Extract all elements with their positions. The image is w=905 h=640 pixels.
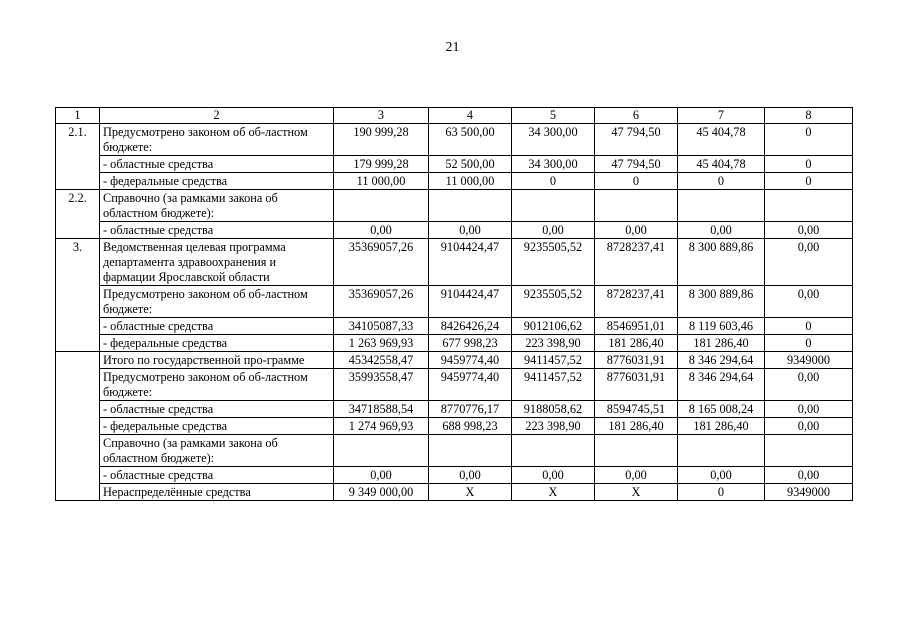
value-cell — [595, 190, 678, 222]
value-cell: 47 794,50 — [595, 124, 678, 156]
row-label: Предусмотрено законом об об-ластном бюджете: — [100, 124, 334, 156]
value-cell: 9 349 000,00 — [334, 484, 429, 501]
value-cell: 0,00 — [429, 222, 512, 239]
row-label: Предусмотрено законом об об-ластном бюджете: — [100, 286, 334, 318]
page-number: 21 — [445, 40, 460, 55]
value-cell: 35369057,26 — [334, 286, 429, 318]
value-cell: 0,00 — [765, 418, 853, 435]
value-cell: 8 346 294,64 — [678, 369, 765, 401]
value-cell: 0 — [765, 124, 853, 156]
value-cell: 8776031,91 — [595, 369, 678, 401]
row-label: - федеральные средства — [100, 173, 334, 190]
value-cell: 0,00 — [765, 286, 853, 318]
value-cell: 0,00 — [765, 401, 853, 418]
row-label: Ведомственная целевая программа департамента здравоохранения и фармации Ярославской области — [100, 239, 334, 286]
value-cell: Х — [512, 484, 595, 501]
value-cell: 0,00 — [678, 222, 765, 239]
value-cell: 9349000 — [765, 352, 853, 369]
value-cell — [765, 190, 853, 222]
value-cell: Х — [429, 484, 512, 501]
value-cell: 11 000,00 — [334, 173, 429, 190]
value-cell: 0,00 — [595, 467, 678, 484]
header-row — [56, 108, 853, 124]
row-label: Итого по государственной про-грамме — [100, 352, 334, 369]
table-row — [56, 156, 853, 173]
table-row — [56, 239, 853, 286]
header-cell: 3 — [334, 108, 429, 124]
value-cell: 0,00 — [765, 369, 853, 401]
value-cell: 0 — [595, 173, 678, 190]
row-label: - областные средства — [100, 467, 334, 484]
value-cell: 8 119 603,46 — [678, 318, 765, 335]
value-cell: 0 — [678, 173, 765, 190]
value-cell: 35993558,47 — [334, 369, 429, 401]
value-cell — [678, 190, 765, 222]
row-label: - федеральные средства — [100, 418, 334, 435]
table-row — [56, 124, 853, 156]
value-cell — [512, 435, 595, 467]
value-cell: 0 — [765, 335, 853, 352]
value-cell: 8 300 889,86 — [678, 286, 765, 318]
value-cell: 223 398,90 — [512, 335, 595, 352]
value-cell: 181 286,40 — [678, 418, 765, 435]
header-cell: 5 — [512, 108, 595, 124]
value-cell: 45342558,47 — [334, 352, 429, 369]
value-cell: 8728237,41 — [595, 239, 678, 286]
value-cell: 181 286,40 — [678, 335, 765, 352]
table-row — [56, 467, 853, 484]
value-cell: 223 398,90 — [512, 418, 595, 435]
table-row — [56, 484, 853, 501]
value-cell: 688 998,23 — [429, 418, 512, 435]
value-cell — [429, 435, 512, 467]
header-cell: 2 — [100, 108, 334, 124]
value-cell: 8770776,17 — [429, 401, 512, 418]
value-cell — [429, 190, 512, 222]
budget-table — [55, 107, 853, 501]
row-number: 2.2. — [56, 190, 100, 239]
row-number: 3. — [56, 239, 100, 352]
value-cell: 45 404,78 — [678, 124, 765, 156]
value-cell: 0,00 — [334, 222, 429, 239]
row-label: - федеральные средства — [100, 335, 334, 352]
value-cell: 47 794,50 — [595, 156, 678, 173]
value-cell: 8776031,91 — [595, 352, 678, 369]
value-cell: 0,00 — [334, 467, 429, 484]
value-cell: 9411457,52 — [512, 352, 595, 369]
value-cell: 11 000,00 — [429, 173, 512, 190]
value-cell: 0 — [512, 173, 595, 190]
table-row — [56, 222, 853, 239]
header-cell: 6 — [595, 108, 678, 124]
value-cell: 63 500,00 — [429, 124, 512, 156]
value-cell: 0,00 — [512, 467, 595, 484]
value-cell: Х — [595, 484, 678, 501]
value-cell: 9235505,52 — [512, 286, 595, 318]
value-cell: 34 300,00 — [512, 124, 595, 156]
value-cell: 34105087,33 — [334, 318, 429, 335]
value-cell: 34 300,00 — [512, 156, 595, 173]
row-label: Предусмотрено законом об об-ластном бюджете: — [100, 369, 334, 401]
table-row — [56, 173, 853, 190]
value-cell — [334, 190, 429, 222]
table-row — [56, 286, 853, 318]
value-cell: 0,00 — [512, 222, 595, 239]
value-cell: 1 274 969,93 — [334, 418, 429, 435]
value-cell — [678, 435, 765, 467]
row-label: Справочно (за рамками закона об областном бюджете): — [100, 190, 334, 222]
value-cell: 8546951,01 — [595, 318, 678, 335]
value-cell: 34718588,54 — [334, 401, 429, 418]
row-label: - областные средства — [100, 318, 334, 335]
row-label: - областные средства — [100, 222, 334, 239]
value-cell: 0 — [765, 173, 853, 190]
value-cell: 0 — [765, 156, 853, 173]
row-label: Справочно (за рамками закона об областном бюджете): — [100, 435, 334, 467]
value-cell: 0,00 — [678, 467, 765, 484]
value-cell: 9459774,40 — [429, 369, 512, 401]
header-cell: 8 — [765, 108, 853, 124]
value-cell: 0,00 — [429, 467, 512, 484]
value-cell: 8 346 294,64 — [678, 352, 765, 369]
value-cell: 1 263 969,93 — [334, 335, 429, 352]
value-cell: 0,00 — [765, 467, 853, 484]
value-cell: 8 300 889,86 — [678, 239, 765, 286]
value-cell: 181 286,40 — [595, 418, 678, 435]
value-cell: 677 998,23 — [429, 335, 512, 352]
table-row — [56, 190, 853, 222]
value-cell: 52 500,00 — [429, 156, 512, 173]
value-cell: 9104424,47 — [429, 286, 512, 318]
value-cell: 0,00 — [765, 222, 853, 239]
value-cell: 0 — [765, 318, 853, 335]
value-cell: 8594745,51 — [595, 401, 678, 418]
value-cell — [765, 435, 853, 467]
table-row — [56, 318, 853, 335]
table-row — [56, 418, 853, 435]
value-cell — [595, 435, 678, 467]
value-cell: 181 286,40 — [595, 335, 678, 352]
table-row — [56, 401, 853, 418]
value-cell — [512, 190, 595, 222]
header-cell: 7 — [678, 108, 765, 124]
header-cell: 4 — [429, 108, 512, 124]
row-number — [56, 352, 100, 501]
value-cell: 190 999,28 — [334, 124, 429, 156]
row-number: 2.1. — [56, 124, 100, 190]
value-cell: 8 165 008,24 — [678, 401, 765, 418]
table-row — [56, 352, 853, 369]
value-cell: 0,00 — [765, 239, 853, 286]
value-cell: 179 999,28 — [334, 156, 429, 173]
value-cell: 0,00 — [595, 222, 678, 239]
header-cell: 1 — [56, 108, 100, 124]
value-cell: 9459774,40 — [429, 352, 512, 369]
value-cell: 0 — [678, 484, 765, 501]
value-cell: 9349000 — [765, 484, 853, 501]
value-cell: 9411457,52 — [512, 369, 595, 401]
table-row — [56, 369, 853, 401]
value-cell: 45 404,78 — [678, 156, 765, 173]
value-cell: 8728237,41 — [595, 286, 678, 318]
value-cell — [334, 435, 429, 467]
table-row — [56, 435, 853, 467]
value-cell: 9104424,47 — [429, 239, 512, 286]
row-label: - областные средства — [100, 401, 334, 418]
value-cell: 9188058,62 — [512, 401, 595, 418]
table-row — [56, 335, 853, 352]
value-cell: 9235505,52 — [512, 239, 595, 286]
row-label: Нераспределённые средства — [100, 484, 334, 501]
value-cell: 35369057,26 — [334, 239, 429, 286]
value-cell: 9012106,62 — [512, 318, 595, 335]
value-cell: 8426426,24 — [429, 318, 512, 335]
row-label: - областные средства — [100, 156, 334, 173]
